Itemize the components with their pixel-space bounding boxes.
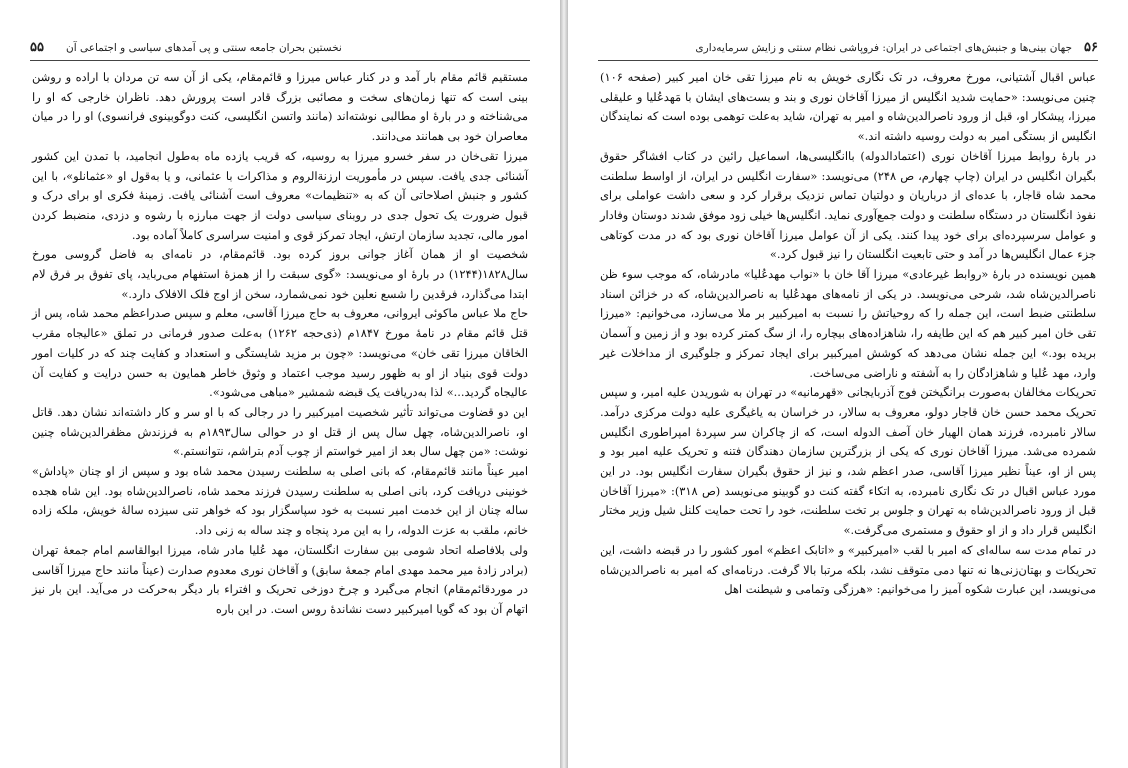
left-paragraph: امیر عیناً مانند قائم‌مقام، که بانی اصلی به سلطنت رسیدن محمد شاه بود و سپس از او چنان «پاداش» خونینی دریافت کرد، بانی اصلی به سلطنت رسیدن فرزند محمد شاه، ناصرالدین‌شاه بود. این شاه هجده ساله چنان از این خدمت امیر نسبت به خود سپاسگزار بود که خواهر تنی سیزده سالهٔ خویش، ملکه زاده خانم، ملقب به عزت الدوله، را به این مرد پنجاه و چند ساله به زنی داد. bbox=[32, 464, 528, 538]
left-header-rule bbox=[30, 60, 530, 61]
book-gutter bbox=[560, 0, 568, 768]
right-page-body bbox=[600, 68, 1096, 750]
right-paragraph: همین نویسنده در بارهٔ «روابط غیرعادی» میرزا آقا خان با «نواب مهدعُلیا» مادرشاه، که موجب سوء ظن ناصرالدین‌شاه شد، شرحی می‌نویسد. در یکی از نامه‌های مهدعُلیا به ناصرالدین‌شاه، که در خزائن اسناد سلطنتی ضبط است، این جمله را که روحیاتش را نسبت به امیرکبیر بر ملا می‌سازد، می‌خوانیم: «میرزا تقی خان امیر کبیر هم که این طایفه را، شاهزاده‌های بیچاره را، از سگ کمتر کرده بود و از زمین و آسمان بریده بود.» این جمله نشان می‌دهد که کوشش امیرکبیر برای ایجاد تمرکز و جلوگیری از مداخلات غیر وارد، مهد عُلیا و شاهزادگان را به آشفته و ناراضی می‌ساخت. bbox=[600, 267, 1096, 380]
right-paragraph: تحریکات مخالفان به‌صورت برانگیختن فوج آذربایجانی «قهرمانیه» در تهران به شوریدن علیه امیر، و سپس تحریک محمد حسن خان قاجار دولو، معروف به سالار، در خراسان به یاغیگری علیه دولت مرکزی درآمد. سالار نامبرده، فرزند همان الهیار خان آصف الدوله است، که از چاکران سر سپردهٔ امپراطوری انگلیس شمرده می‌شد. میرزا آقاخان نوری که یکی از بزرگترین سازمان دهندگان فتنه و تحریک علیه امیر بود و پس از او، عیناً نظیر میرزا آقاسی، صدر اعظم شد، و نیز از حقوق بگیران سفارت انگلیس بود. در این مورد عباس اقبال در تک نگاری نامبرده، به اتکاء گفته کنت دو گوبینو می‌نویسد (ص ۳۱۸): «میرزا آقاخان قبل از ورود ناصرالدین‌شاه به تهران و جلوس بر تخت سلطنت، خود را تحت حمایت کلنل شیل وزیر مختار انگلیس قرار داد و از او حقوق و مستمری می‌گرفت.» bbox=[600, 385, 1096, 538]
left-page bbox=[0, 0, 560, 768]
right-paragraph: عباس اقبال آشتیانی، مورخ معروف، در تک نگاری خویش به نام میرزا تقی خان امیر کبیر (صفحه ۱۰۶) چنین می‌نویسد: «حمایت شدید انگلیس از میرزا آقاخان نوری و بند و بست‌های ایشان با مَهدعُلیا و علیقلی میرزا، پیشکار او، قبل از ورود ناصرالدین‌شاه و امیر به تهران، شاید به‌علت توهمی بوده است که نمایندگان انگلیس از بستگی امیر به دولت روسیه داشته اند.» bbox=[600, 70, 1096, 144]
left-paragraph: ولی بلافاصله اتحاد شومی بین سفارت انگلستان، مهد عُلیا مادر شاه، میرزا ابوالقاسم امام جمعهٔ تهران (برادر زادهٔ میر محمد مهدی امام جمعهٔ سابق) و آقاخان نوری معدوم صدارت (عیناً مانند حاج میرزا آقاسی در موردقائم‌مقام) انجام می‌گیرد و چرخ دوزخی تحریک و افتراء بار دیگر به‌حرکت در می‌آید. این بار نیز اتهام آن بود که گویا امیرکبیر دست نشاندهٔ روس است. در این باره bbox=[32, 542, 528, 616]
right-page bbox=[568, 0, 1128, 768]
left-page-body bbox=[32, 68, 528, 750]
right-paragraph: در تمام مدت سه ساله‌ای که امیر با لقب «امیرکبیر» و «اتابک اعظم» امور کشور را در قبضه داشت، این تحریکات و بهتان‌زنی‌ها نه تنها دمی متوقف نشد، بلکه مرتبا بالا گرفت. درنامه‌ای که امیر به ناصرالدین‌شاه می‌نویسد، این عبارت شکوه آمیز را می‌خوانیم: «هرزگی وتمامی و شیطنت اهل bbox=[600, 542, 1096, 597]
left-running-head: نخستین بحران جامعه سنتی و پی آمدهای سیاسی و اجتماعی آن bbox=[66, 42, 342, 54]
left-paragraph: مستقیم قائم مقام بار آمد و در کنار عباس میرزا و قائم‌مقام، یکی از آن سه تن مردان با اراده و روشن بینی است که تنها زمان‌های سخت و مصائبی بزرگ قادر است پرورش دهد. ناظران خارجی که او را می‌شناخته و در بارهٔ او مطالبی نوشته‌اند (مانند واتسن انگلیسی، کنت دوگوبینوی فرانسوی) او را در میان معاصران خود بی همانند می‌دانند. bbox=[32, 70, 528, 144]
left-paragraph: حاج ملا عباس ماکوئی ایروانی، معروف به حاج میرزا آقاسی، معلم و سپس صدراعظم محمد شاه، پس از قتل قائم مقام در نامهٔ مورخ ۱۸۴۷م (ذی‌حجه ۱۲۶۲) به‌علت صدور فرمانی در تملق «عالیجاه مقرب الخاقان میرزا تقی خان» می‌نویسد: «چون بر مزید شایستگی و استعداد و کفایت چند که در کلیات امور دولت قوی بنیاد از او به ظهور رسید موجب اعتماد و وثوق خاطر همایون به حسن درایت و کفایت آن عالیجاه گردید...» لذا به‌دریافت یک قبضه شمشیر «مباهی می‌شود». bbox=[32, 306, 528, 400]
right-page-header bbox=[598, 40, 1098, 58]
left-page-number: ۵۵ bbox=[30, 40, 44, 55]
left-paragraph: شخصیت او از همان آغاز جوانی بروز کرده بود. قائم‌مقام، در نامه‌ای به فاضل گروسی مورخ سال۱۸۲۸(۱۲۴۴) در بارهٔ او می‌نویسد: «گوی سبقت را از همزهٔ استفهام می‌رباید، پای تفوق بر فرق لام ابتدا می‌گذارد، فرقدین را شسع نعلین خود نمی‌شمارد، سخن از اوج فلک الافلاک دارد.» bbox=[32, 247, 528, 301]
left-paragraph: میرزا تقی‌خان در سفر خسرو میرزا به روسیه، که قریب یازده ماه به‌طول انجامید، با تمدن این کشور آشنائی جدی یافت. سپس در مأموریت ارزنةالروم و مذاکرات با عثمانی، و یا به‌قول او «عثمانلو»، با این کشور و جنبش اصلاحاتی آن که به «تنظیمات» معروف است آشنائی یافت. زمینهٔ فکری او برای درک و قبول ضرورت یک تحول جدی در روبنای سیاسی دولت از جهت مبارزه با رشوه و دزدی، منضبط کردن امور مالی، تجدید سازمان ارتش، ایجاد تمرکز قوی و امنیت سراسری کاملاً آماده بود. bbox=[32, 148, 528, 242]
left-page-header bbox=[30, 40, 530, 58]
right-paragraph: در بارهٔ روابط میرزا آقاخان نوری (اعتمادالدوله) باانگلیسی‌ها، اسماعیل رائین در کتاب افشاگر حقوق بگیران انگلیس در ایران (چاپ چهارم، ص ۲۴۸) می‌نویسد: «سفارت انگلیس در ایران، از اواسط سلطنت محمد شاه قاجار، با عده‌ای از درباریان و دولتیان تماس نزدیک برقرار کرد و سعی داشت عواملی برای نفوذ انگلستان در دستگاه سلطنت و دولت جمع‌آوری نماید. انگلیس‌ها خیلی زود موفق شدند دوستان وفادار و عوامل سرسپرده‌ای برای خود پیدا کنند. یکی از آن عوامل میرزا آقاخان نوری بود که در مدت کوتاهی جزء عمال انگلیس‌ها در آمد و حتی تابعیت انگلستان را نیز قبول کرد.» bbox=[600, 148, 1096, 262]
right-header-rule bbox=[598, 60, 1098, 61]
left-paragraph: این دو قضاوت می‌تواند تأثیر شخصیت امیرکبیر را در رجالی که با او سر و کار داشته‌اند نشان دهد. قاتل او، ناصرالدین‌شاه، چهل سال پس از قتل او در حوالی سال۱۸۹۳م به فرزندش مظفرالدین‌شاه چنین نوشت: «من چهل سال بعد از امیر خواستم از چوب آدم بتراشم، نتوانستم.» bbox=[32, 404, 529, 459]
right-running-head: جهان بینی‌ها و جنبش‌های اجتماعی در ایران: فروپاشی نظام سنتی و زایش سرمایه‌داری bbox=[695, 42, 1072, 54]
right-page-number: ۵۶ bbox=[1084, 40, 1098, 55]
